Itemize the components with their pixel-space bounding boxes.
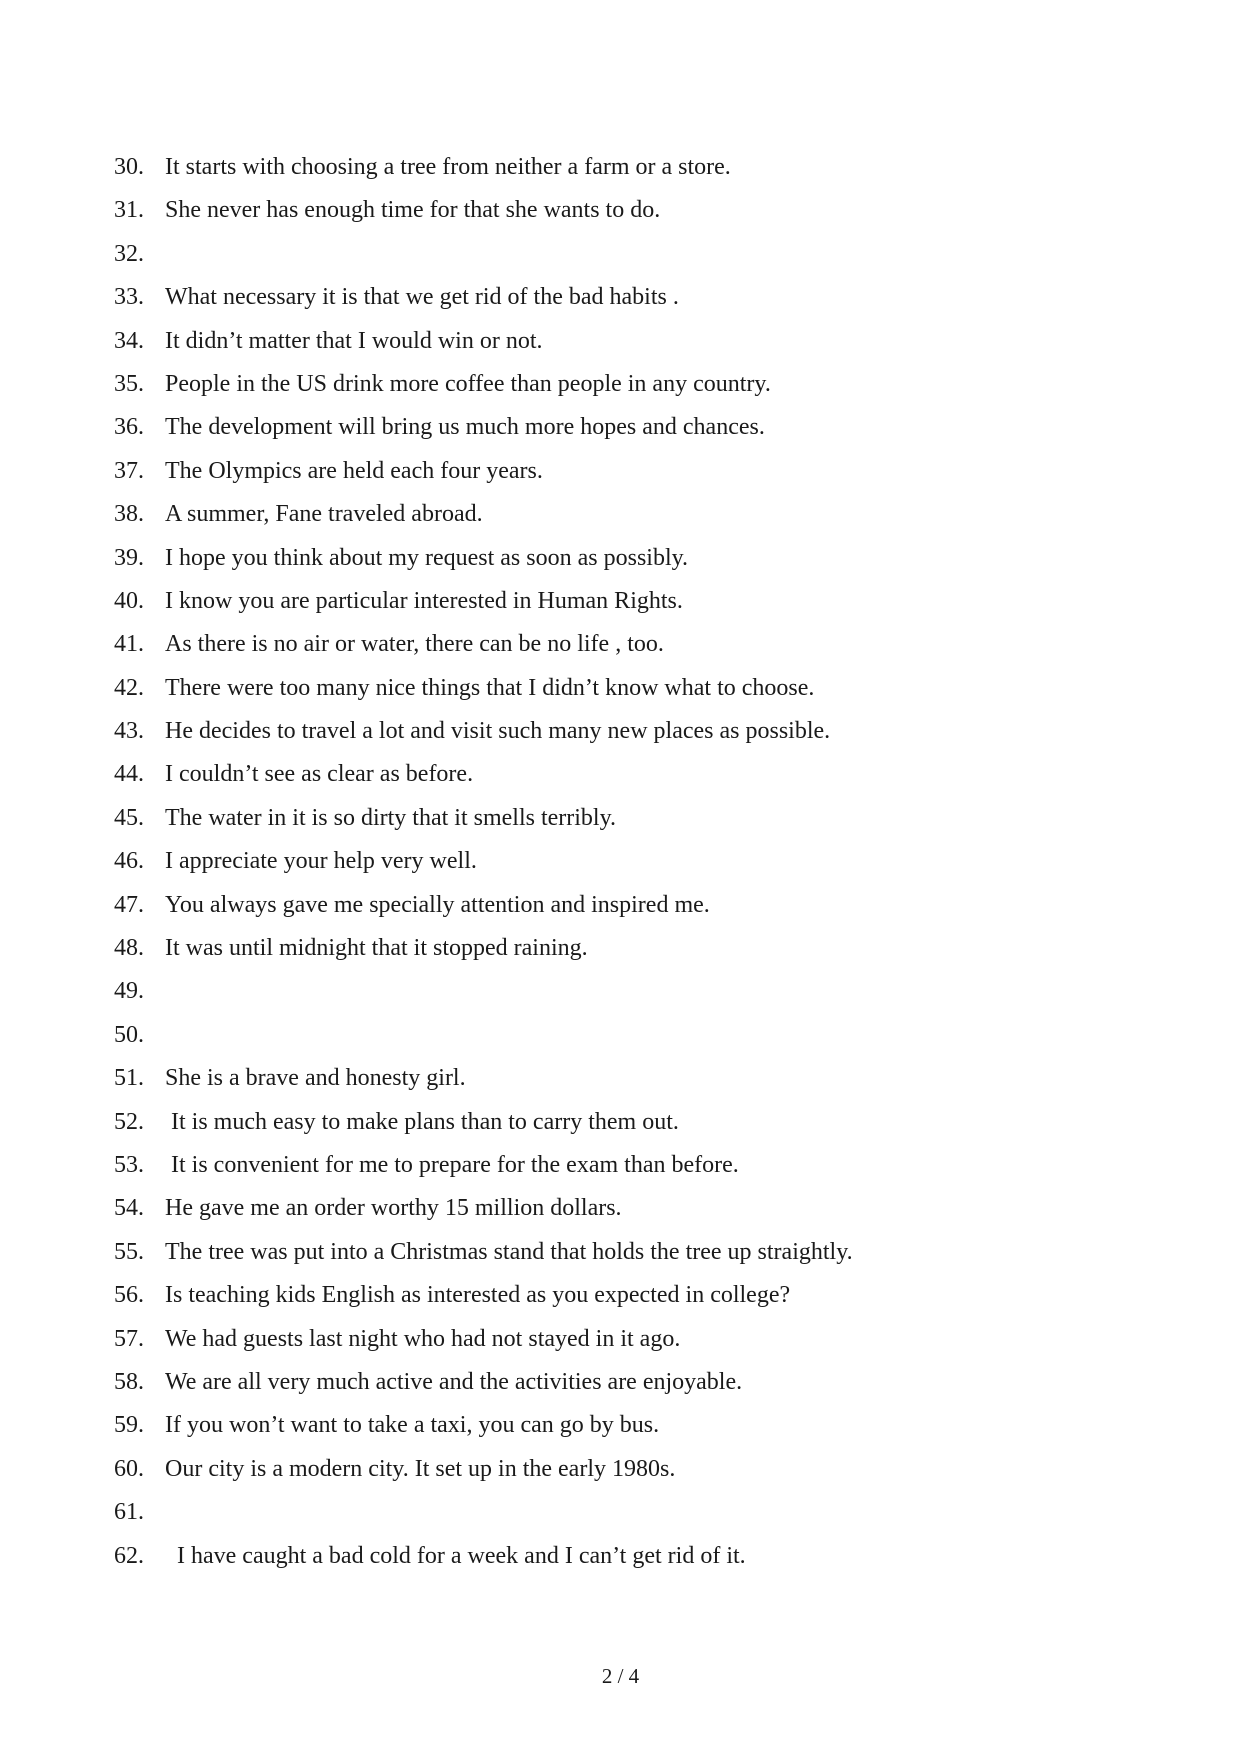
item-text: He gave me an order worthy 15 million dollars. <box>165 1195 622 1222</box>
item-number: 47. <box>114 891 144 918</box>
item-number: 60. <box>114 1455 144 1482</box>
item-text: Our city is a modern city. It set up in the early 1980s. <box>165 1455 676 1482</box>
item-text: I couldn’t see as clear as before. <box>165 761 474 788</box>
item-text: She never has enough time for that she wants to do. <box>165 197 661 224</box>
list-item <box>114 276 1114 319</box>
item-text: We had guests last night who had not stayed in it ago. <box>165 1325 681 1352</box>
item-number: 59. <box>114 1412 144 1439</box>
sentence-list <box>114 146 1114 1578</box>
item-text: The Olympics are held each four years. <box>165 457 543 484</box>
list-item <box>114 493 1114 536</box>
list-item <box>114 710 1114 753</box>
item-number: 35. <box>114 370 144 397</box>
item-number: 34. <box>114 327 144 354</box>
page-number: 2 / 4 <box>601 1664 640 1688</box>
item-text: It was until midnight that it stopped raining. <box>165 935 588 962</box>
list-item <box>114 753 1114 796</box>
list-item <box>114 537 1114 580</box>
item-text: What necessary it is that we get rid of the bad habits . <box>165 284 679 311</box>
list-item <box>114 840 1114 883</box>
list-item <box>114 927 1114 970</box>
list-item <box>114 970 1114 1013</box>
item-number: 43. <box>114 718 144 745</box>
item-number: 61. <box>114 1499 144 1526</box>
item-text: It is much easy to make plans than to carry them out. <box>165 1108 679 1135</box>
item-text: A summer, Fane traveled abroad. <box>165 501 483 528</box>
item-number: 32. <box>114 240 144 267</box>
item-text: She is a brave and honesty girl. <box>165 1065 466 1092</box>
item-number: 33. <box>114 284 144 311</box>
item-number: 41. <box>114 631 144 658</box>
item-text: You always gave me specially attention and inspired me. <box>165 891 710 918</box>
item-text: It starts with choosing a tree from neither a farm or a store. <box>165 154 731 180</box>
item-number: 56. <box>114 1282 144 1309</box>
item-number: 42. <box>114 674 144 701</box>
list-item <box>114 450 1114 493</box>
list-item <box>114 1101 1114 1144</box>
list-item <box>114 667 1114 710</box>
item-text: It didn’t matter that I would win or not. <box>165 327 543 354</box>
item-number: 52. <box>114 1108 144 1135</box>
item-number: 54. <box>114 1195 144 1222</box>
item-text: I hope you think about my request as soon as possibly. <box>165 544 689 571</box>
item-text: There were too many nice things that I didn’t know what to choose. <box>165 674 815 701</box>
list-item <box>114 146 1114 189</box>
item-number: 50. <box>114 1021 144 1048</box>
item-text: It is convenient for me to prepare for the exam than before. <box>165 1151 739 1178</box>
list-item <box>114 623 1114 666</box>
item-text: I appreciate your help very well. <box>165 848 477 875</box>
list-item <box>114 1448 1114 1491</box>
list-item <box>114 406 1114 449</box>
list-item <box>114 189 1114 232</box>
list-item <box>114 580 1114 623</box>
item-number: 39. <box>114 544 144 571</box>
item-number: 36. <box>114 414 144 441</box>
item-text: If you won’t want to take a taxi, you can go by bus. <box>165 1412 660 1439</box>
item-number: 48. <box>114 935 144 962</box>
list-item <box>114 884 1114 927</box>
list-item <box>114 1318 1114 1361</box>
item-number: 45. <box>114 804 144 831</box>
item-number: 55. <box>114 1238 144 1265</box>
list-item <box>114 320 1114 363</box>
list-item <box>114 1057 1114 1100</box>
list-item <box>114 1187 1114 1230</box>
item-text: He decides to travel a lot and visit such many new places as possible. <box>165 718 831 745</box>
item-text: People in the US drink more coffee than people in any country. <box>165 370 771 397</box>
item-text: The water in it is so dirty that it smells terribly. <box>165 804 617 831</box>
list-item <box>114 1361 1114 1404</box>
item-number: 53. <box>114 1151 144 1178</box>
item-number: 49. <box>114 978 144 1005</box>
list-item <box>114 1144 1114 1187</box>
item-number: 40. <box>114 587 144 614</box>
list-item <box>114 1404 1114 1447</box>
item-text: As there is no air or water, there can be no life , too. <box>165 631 664 658</box>
item-text: I know you are particular interested in Human Rights. <box>165 587 683 614</box>
item-text: The tree was put into a Christmas stand that holds the tree up straightly. <box>165 1238 853 1265</box>
list-item <box>114 1535 1114 1578</box>
list-item <box>114 1491 1114 1534</box>
list-item <box>114 1231 1114 1274</box>
item-text: The development will bring us much more hopes and chances. <box>165 414 765 441</box>
item-number: 58. <box>114 1368 144 1395</box>
item-number: 38. <box>114 501 144 528</box>
list-item <box>114 1014 1114 1057</box>
item-number: 46. <box>114 848 144 875</box>
list-item <box>114 363 1114 406</box>
list-item <box>114 1274 1114 1317</box>
item-text: I have caught a bad cold for a week and I can’t get rid of it. <box>165 1542 746 1569</box>
item-number: 51. <box>114 1065 144 1092</box>
item-number: 62. <box>114 1542 144 1569</box>
item-text: Is teaching kids English as interested as you expected in college? <box>165 1282 791 1309</box>
item-number: 37. <box>114 457 144 484</box>
list-item <box>114 233 1114 276</box>
item-number: 44. <box>114 761 144 788</box>
list-item <box>114 797 1114 840</box>
item-text: We are all very much active and the activities are enjoyable. <box>165 1368 743 1395</box>
item-number: 31. <box>114 197 144 224</box>
item-number: 30. <box>114 154 144 180</box>
item-number: 57. <box>114 1325 144 1352</box>
